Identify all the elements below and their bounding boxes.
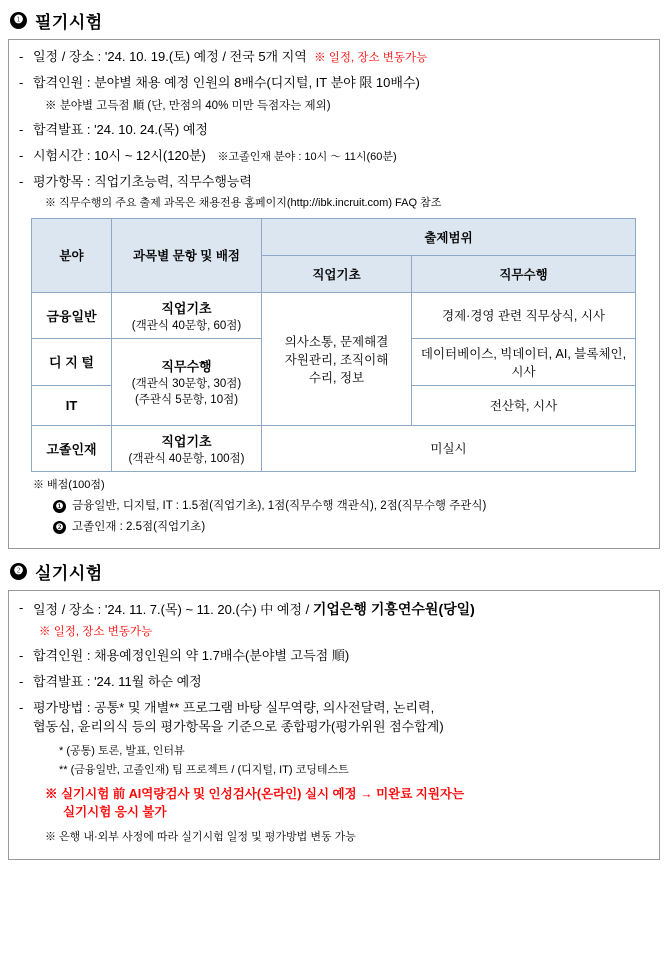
practical-method-body: [33, 699, 649, 737]
th-field: 분야: [32, 218, 112, 292]
pass-count-line: [19, 74, 649, 93]
th-scope-basic: 직업기초: [262, 255, 412, 292]
cell-basic-scope: [262, 292, 412, 425]
table-header-row: [32, 218, 636, 255]
exam-time-body: [33, 147, 649, 166]
announcement-text: 합격발표 : '24. 10. 24.(목) 예정: [33, 121, 208, 137]
dash-marker: -: [19, 648, 24, 664]
ai-test-warning-line-1: ※ 실기시험 前 AI역량검사 및 인성검사(온라인) 실시 예정 → 미완료 지원자는: [45, 786, 465, 801]
section-number-badge: ❷: [10, 563, 27, 580]
practical-schedule-body: [33, 599, 649, 620]
cell-job-scope-finance: 경제·경영 관련 직무상식, 시사: [412, 292, 636, 338]
subject-sub-label-2: (주관식 5문항, 10점): [134, 394, 239, 407]
practical-schedule-change-notice: ※ 일정, 장소 변동가능: [39, 626, 153, 639]
th-scope: 출제범위: [262, 218, 636, 255]
cell-field-highschool: 고졸인재: [32, 425, 112, 471]
dash-marker: -: [19, 147, 24, 163]
cell-field-finance: 금융일반: [32, 292, 112, 338]
subject-sub-label: (객관식 30문항, 30점): [131, 378, 242, 391]
practical-method-footnote-2: ** (금융일반, 고졸인재) 팀 프로젝트 / (디지털, IT) 코딩테스트: [59, 764, 349, 777]
dash-marker: -: [19, 674, 24, 690]
number-circle-1: ❶: [53, 500, 66, 513]
practical-schedule-line: [19, 599, 649, 620]
practical-venue: 기업은행 기흥연수원(당일): [312, 600, 475, 617]
score-note-text-1: 금융일반, 디지털, IT : 1.5점(직업기초), 1점(직무수행 객관식), 2점(직무수행 주관식): [72, 500, 487, 513]
practical-method-line: [19, 699, 649, 737]
cell-subject-highschool: [112, 425, 262, 471]
dash-marker: -: [19, 599, 24, 615]
pass-count-note: ※ 분야별 고득점 順 (단, 만점의 40% 미만 득점자는 제외): [45, 99, 331, 112]
exam-scope-table: [31, 218, 636, 472]
dash-marker: -: [19, 121, 24, 137]
subject-main-label: 직업기초: [161, 300, 212, 316]
practical-method-text-1: 평가방법 : 공통* 및 개별** 프로그램 바탕 실무역량, 의사전달력, 논리력,: [33, 700, 435, 716]
cell-job-scope-highschool: 미실시: [262, 425, 636, 471]
cell-job-scope-digital: 데이터베이스, 빅데이터, AI, 블록체인, 시사: [412, 338, 636, 385]
schedule-text: 일정 / 장소 : '24. 10. 19.(토) 예정 / 전국 5개 지역: [33, 49, 315, 64]
exam-time-line: [19, 147, 649, 166]
cell-subject-finance: [112, 292, 262, 338]
basic-scope-line-2: 자원관리, 조직이해: [284, 352, 389, 367]
written-exam-box: [8, 39, 660, 549]
subject-sub-label: (객관식 40문항, 100점): [128, 452, 245, 465]
subject-sub-label: (객관식 40문항, 60점): [131, 319, 242, 332]
schedule-line: [19, 48, 649, 67]
section-title: 실기시험: [35, 563, 103, 583]
eval-items-text: 평가항목 : 직업기초능력, 직무수행능력: [33, 173, 252, 189]
practical-announcement-line: [19, 673, 649, 692]
exam-time-text: 시험시간 : 10시 ~ 12시(120분): [33, 147, 206, 163]
subject-main-label: 직업기초: [161, 433, 212, 449]
cell-subject-digital-it: [112, 338, 262, 425]
section-heading-practical-exam: [10, 559, 668, 584]
score-note-title: ※ 배점(100점): [33, 478, 105, 491]
score-note-item: [53, 519, 649, 536]
eval-items-note: ※ 직무수행의 주요 출제 과목은 채용전용 홈페이지(http://ibk.incruit.com) FAQ 참조: [45, 197, 442, 210]
practical-final-note: ※ 은행 내·외부 사정에 따라 실기시험 일정 및 평가방법 변동 가능: [45, 831, 356, 844]
table-row: [32, 425, 636, 471]
table-row: [32, 292, 636, 338]
practical-pass-count-line: [19, 647, 649, 666]
section-number-badge: ❶: [10, 12, 27, 29]
exam-time-note: ※고졸인재 분야 : 10시 ～ 11시(60분): [217, 150, 397, 163]
dash-marker: -: [19, 74, 24, 90]
practical-method-text-2: 협동심, 윤리의식 등의 평가항목을 기준으로 종합평가(평가위원 점수합계): [33, 719, 444, 734]
practical-exam-box: [8, 590, 660, 860]
schedule-change-notice: ※ 일정, 장소 변동가능: [314, 52, 428, 64]
cell-field-digital: 디 지 털: [32, 338, 112, 385]
score-note-text-2: 고졸인재 : 2.5점(직업기초): [72, 520, 206, 533]
document-page: [0, 8, 668, 976]
cell-field-it: IT: [32, 385, 112, 425]
eval-items-line: [19, 173, 649, 192]
th-subject-score: 과목별 문항 및 배점: [112, 218, 262, 292]
schedule-body: [33, 48, 649, 67]
section-heading-written-exam: [10, 8, 668, 33]
ai-test-warning: [45, 785, 649, 823]
pass-count-text: 합격인원 : 분야별 채용 예정 인원의 8배수(디지털, IT 분야 限 10배수): [33, 74, 420, 90]
basic-scope-line-3: 수리, 정보: [308, 370, 365, 385]
score-note-item: [53, 498, 649, 515]
practical-method-footnote-1: * (공통) 토론, 발표, 인터뷰: [59, 744, 185, 757]
dash-marker: -: [19, 173, 24, 189]
dash-marker: -: [19, 49, 24, 64]
basic-scope-line-1: 의사소통, 문제해결: [284, 334, 389, 349]
practical-schedule-text: 일정 / 장소 : '24. 11. 7.(목) ~ 11. 20.(수) 中 예정 /: [33, 601, 313, 617]
th-scope-job: 직무수행: [412, 255, 636, 292]
practical-pass-count-text: 합격인원 : 채용예정인원의 약 1.7배수(분야별 고득점 順): [33, 648, 350, 664]
section-title: 필기시험: [35, 13, 103, 32]
dash-marker: -: [19, 700, 24, 716]
number-circle-2: ❷: [53, 521, 66, 534]
cell-job-scope-it: 전산학, 시사: [412, 385, 636, 425]
practical-announcement-text: 합격발표 : '24. 11월 하순 예정: [33, 674, 202, 690]
ai-test-warning-line-2: 실기시험 응시 불가: [63, 805, 167, 820]
subject-main-label: 직무수행: [161, 359, 212, 375]
announcement-line: [19, 121, 649, 140]
